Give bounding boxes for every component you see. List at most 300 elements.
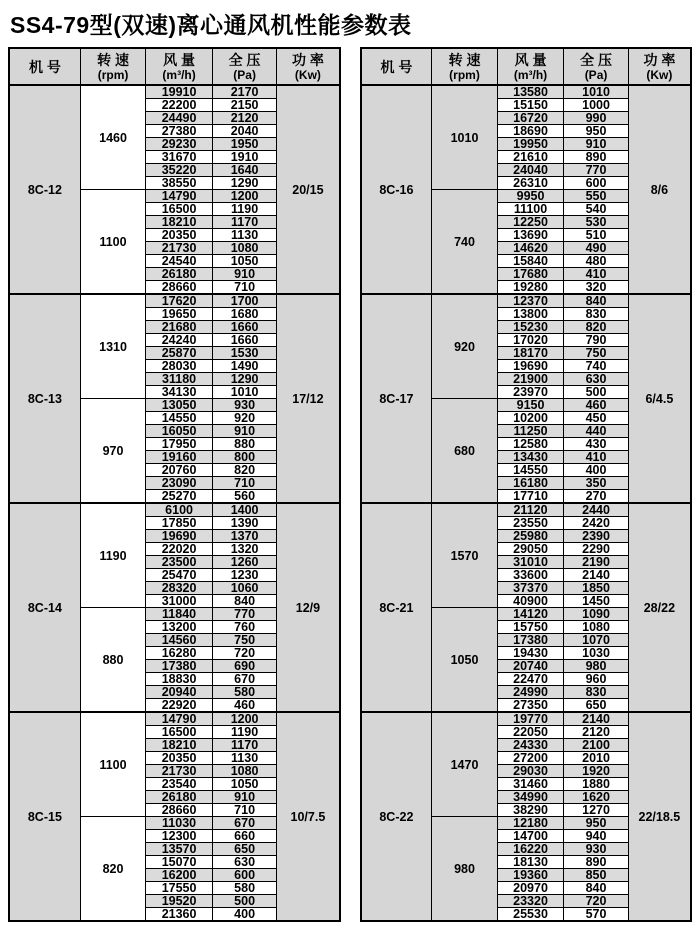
pressure-value-cell: 1080: [212, 242, 276, 255]
pressure-value-cell: 820: [564, 321, 628, 334]
flow-value-cell: 22020: [146, 543, 213, 556]
flow-value-cell: 14790: [146, 190, 213, 203]
pressure-value-cell: 320: [564, 281, 628, 295]
pressure-value-cell: 660: [212, 830, 276, 843]
pressure-value-cell: 2100: [564, 739, 628, 752]
flow-value-cell: 23320: [497, 895, 564, 908]
table-row: [361, 294, 692, 308]
flow-value-cell: 19160: [146, 451, 213, 464]
flow-value-cell: 24040: [497, 164, 564, 177]
flow-value-cell: 29230: [146, 138, 213, 151]
pressure-value-cell: 1080: [212, 765, 276, 778]
flow-value-cell: 14620: [497, 242, 564, 255]
pressure-value-cell: 930: [212, 399, 276, 412]
column-unit: (rpm): [97, 67, 129, 82]
column-header-machine: [361, 48, 432, 85]
flow-value-cell: 22470: [497, 673, 564, 686]
flow-value-cell: 26180: [146, 268, 213, 281]
flow-value-cell: 13690: [497, 229, 564, 242]
column-header-pressure: [212, 48, 276, 85]
flow-value-cell: 17020: [497, 334, 564, 347]
column-label: 转 速: [448, 51, 481, 68]
machine-number-cell: 8C-12: [9, 85, 80, 294]
pressure-value-cell: 1050: [212, 255, 276, 268]
flow-value-cell: 15150: [497, 99, 564, 112]
flow-value-cell: 19520: [146, 895, 213, 908]
table-row: [9, 712, 340, 726]
pressure-value-cell: 750: [564, 347, 628, 360]
power-kw-cell: 17/12: [277, 294, 340, 503]
flow-value-cell: 31010: [497, 556, 564, 569]
pressure-value-cell: 1010: [212, 386, 276, 399]
pressure-value-cell: 460: [564, 399, 628, 412]
flow-value-cell: 25870: [146, 347, 213, 360]
pressure-value-cell: 580: [212, 882, 276, 895]
pressure-value-cell: 1080: [564, 621, 628, 634]
column-unit: (m³/h): [162, 67, 196, 82]
pressure-value-cell: 1680: [212, 308, 276, 321]
machine-number-cell: 8C-14: [9, 503, 80, 712]
pressure-value-cell: 1070: [564, 634, 628, 647]
pressure-value-cell: 630: [212, 856, 276, 869]
flow-value-cell: 9150: [497, 399, 564, 412]
flow-value-cell: 23540: [146, 778, 213, 791]
column-label: 机 号: [380, 58, 413, 75]
flow-value-cell: 17550: [146, 882, 213, 895]
speed-rpm-cell: 1570: [432, 503, 498, 608]
pressure-value-cell: 2190: [564, 556, 628, 569]
flow-value-cell: 17380: [146, 660, 213, 673]
pressure-value-cell: 760: [212, 621, 276, 634]
pressure-value-cell: 890: [564, 151, 628, 164]
flow-value-cell: 31460: [497, 778, 564, 791]
flow-value-cell: 24490: [146, 112, 213, 125]
machine-number-cell: 8C-16: [361, 85, 432, 294]
flow-value-cell: 40900: [497, 595, 564, 608]
flow-value-cell: 25270: [146, 490, 213, 504]
column-label: 全 压: [228, 51, 261, 68]
flow-value-cell: 19690: [497, 360, 564, 373]
flow-value-cell: 19430: [497, 647, 564, 660]
pressure-value-cell: 410: [564, 268, 628, 281]
pressure-value-cell: 1450: [564, 595, 628, 608]
flow-value-cell: 14560: [146, 634, 213, 647]
column-unit: (m³/h): [513, 67, 548, 82]
pressure-value-cell: 840: [564, 294, 628, 308]
pressure-value-cell: 710: [212, 804, 276, 817]
pressure-value-cell: 920: [212, 412, 276, 425]
flow-value-cell: 28030: [146, 360, 213, 373]
pressure-value-cell: 1640: [212, 164, 276, 177]
pressure-value-cell: 960: [564, 673, 628, 686]
flow-value-cell: 33600: [497, 569, 564, 582]
flow-value-cell: 25470: [146, 569, 213, 582]
speed-rpm-cell: 1010: [432, 85, 498, 190]
flow-value-cell: 34130: [146, 386, 213, 399]
flow-value-cell: 21900: [497, 373, 564, 386]
pressure-value-cell: 710: [212, 477, 276, 490]
column-label: 机 号: [28, 58, 61, 75]
flow-value-cell: 23970: [497, 386, 564, 399]
power-kw-cell: 22/18.5: [628, 712, 691, 921]
pressure-value-cell: 1910: [212, 151, 276, 164]
machine-number-cell: 8C-21: [361, 503, 432, 712]
flow-value-cell: 31180: [146, 373, 213, 386]
pressure-value-cell: 690: [212, 660, 276, 673]
pressure-value-cell: 2390: [564, 530, 628, 543]
flow-value-cell: 13050: [146, 399, 213, 412]
flow-value-cell: 16280: [146, 647, 213, 660]
pressure-value-cell: 670: [212, 673, 276, 686]
flow-value-cell: 9950: [497, 190, 564, 203]
pressure-value-cell: 770: [564, 164, 628, 177]
flow-value-cell: 15750: [497, 621, 564, 634]
pressure-value-cell: 550: [564, 190, 628, 203]
performance-table-left: [8, 47, 341, 922]
power-kw-cell: 20/15: [277, 85, 340, 294]
flow-value-cell: 15070: [146, 856, 213, 869]
flow-value-cell: 15840: [497, 255, 564, 268]
pressure-value-cell: 1920: [564, 765, 628, 778]
pressure-value-cell: 1060: [212, 582, 276, 595]
flow-value-cell: 20970: [497, 882, 564, 895]
pressure-value-cell: 710: [212, 281, 276, 295]
flow-value-cell: 18170: [497, 347, 564, 360]
flow-value-cell: 22200: [146, 99, 213, 112]
flow-value-cell: 14700: [497, 830, 564, 843]
speed-rpm-cell: 740: [432, 190, 498, 295]
column-label: 全 压: [580, 51, 612, 68]
pressure-value-cell: 1190: [212, 203, 276, 216]
speed-rpm-cell: 1190: [80, 503, 146, 608]
flow-value-cell: 14550: [146, 412, 213, 425]
flow-value-cell: 25530: [497, 908, 564, 922]
pressure-value-cell: 1700: [212, 294, 276, 308]
pressure-value-cell: 890: [564, 856, 628, 869]
flow-value-cell: 14790: [146, 712, 213, 726]
pressure-value-cell: 650: [212, 843, 276, 856]
pressure-value-cell: 2170: [212, 85, 276, 99]
flow-value-cell: 16180: [497, 477, 564, 490]
pressure-value-cell: 400: [564, 464, 628, 477]
pressure-value-cell: 980: [564, 660, 628, 673]
pressure-value-cell: 400: [212, 908, 276, 922]
speed-rpm-cell: 1310: [80, 294, 146, 399]
flow-value-cell: 17620: [146, 294, 213, 308]
pressure-value-cell: 630: [564, 373, 628, 386]
speed-rpm-cell: 1100: [80, 190, 146, 295]
pressure-value-cell: 840: [564, 882, 628, 895]
power-kw-cell: 28/22: [628, 503, 691, 712]
flow-value-cell: 21360: [146, 908, 213, 922]
column-header-pressure: [564, 48, 628, 85]
pressure-value-cell: 530: [564, 216, 628, 229]
flow-value-cell: 22920: [146, 699, 213, 713]
flow-value-cell: 26310: [497, 177, 564, 190]
pressure-value-cell: 500: [564, 386, 628, 399]
flow-value-cell: 12250: [497, 216, 564, 229]
pressure-value-cell: 1400: [212, 503, 276, 517]
column-label: 转 速: [97, 51, 129, 68]
flow-value-cell: 13200: [146, 621, 213, 634]
pressure-value-cell: 1290: [212, 373, 276, 386]
tables-container: [8, 47, 692, 922]
pressure-value-cell: 1200: [212, 190, 276, 203]
pressure-value-cell: 1270: [564, 804, 628, 817]
column-header-speed: [432, 48, 498, 85]
pressure-value-cell: 950: [564, 125, 628, 138]
pressure-value-cell: 1130: [212, 752, 276, 765]
column-unit: (Pa): [233, 67, 256, 82]
flow-value-cell: 18130: [497, 856, 564, 869]
table-row: [9, 85, 340, 99]
pressure-value-cell: 1880: [564, 778, 628, 791]
pressure-value-cell: 950: [564, 817, 628, 830]
pressure-value-cell: 1620: [564, 791, 628, 804]
flow-value-cell: 31000: [146, 595, 213, 608]
pressure-value-cell: 540: [564, 203, 628, 216]
flow-value-cell: 27350: [497, 699, 564, 713]
speed-rpm-cell: 1050: [432, 608, 498, 713]
column-header-flow: [497, 48, 564, 85]
column-header-power: [628, 48, 691, 85]
speed-rpm-cell: 1100: [80, 712, 146, 817]
pressure-value-cell: 480: [564, 255, 628, 268]
flow-value-cell: 20940: [146, 686, 213, 699]
pressure-value-cell: 490: [564, 242, 628, 255]
pressure-value-cell: 410: [564, 451, 628, 464]
pressure-value-cell: 1170: [212, 216, 276, 229]
column-header-machine: [9, 48, 80, 85]
flow-value-cell: 14550: [497, 464, 564, 477]
flow-value-cell: 12580: [497, 438, 564, 451]
pressure-value-cell: 720: [212, 647, 276, 660]
column-unit: (rpm): [449, 67, 480, 82]
pressure-value-cell: 1390: [212, 517, 276, 530]
pressure-value-cell: 1170: [212, 739, 276, 752]
flow-value-cell: 19690: [146, 530, 213, 543]
flow-value-cell: 11030: [146, 817, 213, 830]
pressure-value-cell: 2150: [212, 99, 276, 112]
flow-value-cell: 29050: [497, 543, 564, 556]
flow-value-cell: 19950: [497, 138, 564, 151]
pressure-value-cell: 1130: [212, 229, 276, 242]
performance-table-right: [360, 47, 693, 922]
flow-value-cell: 16500: [146, 726, 213, 739]
flow-value-cell: 38550: [146, 177, 213, 190]
pressure-value-cell: 670: [212, 817, 276, 830]
flow-value-cell: 13580: [497, 85, 564, 99]
speed-rpm-cell: 970: [80, 399, 146, 504]
machine-number-cell: 8C-13: [9, 294, 80, 503]
pressure-value-cell: 1320: [212, 543, 276, 556]
flow-value-cell: 19360: [497, 869, 564, 882]
column-label: 功 率: [291, 51, 324, 68]
pressure-value-cell: 2040: [212, 125, 276, 138]
flow-value-cell: 19280: [497, 281, 564, 295]
pressure-value-cell: 2120: [564, 726, 628, 739]
power-kw-cell: 10/7.5: [277, 712, 340, 921]
pressure-value-cell: 820: [212, 464, 276, 477]
pressure-value-cell: 1230: [212, 569, 276, 582]
pressure-value-cell: 770: [212, 608, 276, 621]
column-header-flow: [146, 48, 213, 85]
flow-value-cell: 20740: [497, 660, 564, 673]
flow-value-cell: 11100: [497, 203, 564, 216]
pressure-value-cell: 2010: [564, 752, 628, 765]
pressure-value-cell: 830: [564, 686, 628, 699]
pressure-value-cell: 910: [212, 268, 276, 281]
flow-value-cell: 21680: [146, 321, 213, 334]
pressure-value-cell: 1010: [564, 85, 628, 99]
flow-value-cell: 24990: [497, 686, 564, 699]
power-kw-cell: 12/9: [277, 503, 340, 712]
flow-value-cell: 18210: [146, 216, 213, 229]
pressure-value-cell: 350: [564, 477, 628, 490]
flow-value-cell: 23090: [146, 477, 213, 490]
pressure-value-cell: 910: [212, 791, 276, 804]
power-kw-cell: 8/6: [628, 85, 691, 294]
power-kw-cell: 6/4.5: [628, 294, 691, 503]
pressure-value-cell: 1050: [212, 778, 276, 791]
header-row: [9, 48, 340, 85]
column-header-power: [277, 48, 340, 85]
flow-value-cell: 35220: [146, 164, 213, 177]
pressure-value-cell: 1660: [212, 334, 276, 347]
flow-value-cell: 21730: [146, 765, 213, 778]
column-unit: (Kw): [294, 67, 321, 82]
pressure-value-cell: 1850: [564, 582, 628, 595]
flow-value-cell: 13800: [497, 308, 564, 321]
pressure-value-cell: 2420: [564, 517, 628, 530]
table-row: [9, 294, 340, 308]
machine-number-cell: 8C-15: [9, 712, 80, 921]
pressure-value-cell: 500: [212, 895, 276, 908]
pressure-value-cell: 1190: [212, 726, 276, 739]
pressure-value-cell: 830: [564, 308, 628, 321]
flow-value-cell: 16500: [146, 203, 213, 216]
pressure-value-cell: 510: [564, 229, 628, 242]
flow-value-cell: 17850: [146, 517, 213, 530]
speed-rpm-cell: 820: [80, 817, 146, 922]
pressure-value-cell: 2290: [564, 543, 628, 556]
flow-value-cell: 25980: [497, 530, 564, 543]
pressure-value-cell: 1090: [564, 608, 628, 621]
pressure-value-cell: 1000: [564, 99, 628, 112]
pressure-value-cell: 990: [564, 112, 628, 125]
flow-value-cell: 28660: [146, 804, 213, 817]
column-label: 功 率: [643, 51, 676, 68]
flow-value-cell: 20760: [146, 464, 213, 477]
pressure-value-cell: 1950: [212, 138, 276, 151]
pressure-value-cell: 880: [212, 438, 276, 451]
pressure-value-cell: 1030: [564, 647, 628, 660]
flow-value-cell: 18830: [146, 673, 213, 686]
flow-value-cell: 34990: [497, 791, 564, 804]
flow-value-cell: 24330: [497, 739, 564, 752]
flow-value-cell: 29030: [497, 765, 564, 778]
pressure-value-cell: 1260: [212, 556, 276, 569]
flow-value-cell: 17680: [497, 268, 564, 281]
pressure-value-cell: 1370: [212, 530, 276, 543]
table-row: [361, 712, 692, 726]
flow-value-cell: 24540: [146, 255, 213, 268]
flow-value-cell: 16050: [146, 425, 213, 438]
pressure-value-cell: 750: [212, 634, 276, 647]
pressure-value-cell: 740: [564, 360, 628, 373]
table-row: [361, 503, 692, 517]
flow-value-cell: 12300: [146, 830, 213, 843]
flow-value-cell: 21120: [497, 503, 564, 517]
flow-value-cell: 26180: [146, 791, 213, 804]
flow-value-cell: 19770: [497, 712, 564, 726]
pressure-value-cell: 1490: [212, 360, 276, 373]
pressure-value-cell: 2120: [212, 112, 276, 125]
table-row: [361, 85, 692, 99]
speed-rpm-cell: 680: [432, 399, 498, 504]
flow-value-cell: 27200: [497, 752, 564, 765]
pressure-value-cell: 910: [564, 138, 628, 151]
flow-value-cell: 18690: [497, 125, 564, 138]
pressure-value-cell: 2140: [564, 712, 628, 726]
flow-value-cell: 18210: [146, 739, 213, 752]
flow-value-cell: 16200: [146, 869, 213, 882]
header-row: [361, 48, 692, 85]
flow-value-cell: 17380: [497, 634, 564, 647]
flow-value-cell: 21610: [497, 151, 564, 164]
flow-value-cell: 22050: [497, 726, 564, 739]
pressure-value-cell: 720: [564, 895, 628, 908]
flow-value-cell: 19910: [146, 85, 213, 99]
pressure-value-cell: 450: [564, 412, 628, 425]
flow-value-cell: 16720: [497, 112, 564, 125]
pressure-value-cell: 840: [212, 595, 276, 608]
pressure-value-cell: 800: [212, 451, 276, 464]
flow-value-cell: 17710: [497, 490, 564, 504]
flow-value-cell: 23500: [146, 556, 213, 569]
flow-value-cell: 16220: [497, 843, 564, 856]
flow-value-cell: 28320: [146, 582, 213, 595]
flow-value-cell: 12180: [497, 817, 564, 830]
speed-rpm-cell: 980: [432, 817, 498, 922]
pressure-value-cell: 600: [564, 177, 628, 190]
speed-rpm-cell: 920: [432, 294, 498, 399]
pressure-value-cell: 440: [564, 425, 628, 438]
pressure-value-cell: 560: [212, 490, 276, 504]
pressure-value-cell: 570: [564, 908, 628, 922]
pressure-value-cell: 270: [564, 490, 628, 504]
flow-value-cell: 20350: [146, 229, 213, 242]
pressure-value-cell: 2140: [564, 569, 628, 582]
flow-value-cell: 28660: [146, 281, 213, 295]
pressure-value-cell: 910: [212, 425, 276, 438]
pressure-value-cell: 430: [564, 438, 628, 451]
pressure-value-cell: 790: [564, 334, 628, 347]
flow-value-cell: 20350: [146, 752, 213, 765]
flow-value-cell: 14120: [497, 608, 564, 621]
pressure-value-cell: 650: [564, 699, 628, 713]
flow-value-cell: 11840: [146, 608, 213, 621]
column-header-speed: [80, 48, 146, 85]
speed-rpm-cell: 1470: [432, 712, 498, 817]
flow-value-cell: 6100: [146, 503, 213, 517]
flow-value-cell: 13430: [497, 451, 564, 464]
flow-value-cell: 31670: [146, 151, 213, 164]
speed-rpm-cell: 880: [80, 608, 146, 713]
pressure-value-cell: 580: [212, 686, 276, 699]
flow-value-cell: 17950: [146, 438, 213, 451]
column-unit: (Kw): [646, 67, 673, 82]
